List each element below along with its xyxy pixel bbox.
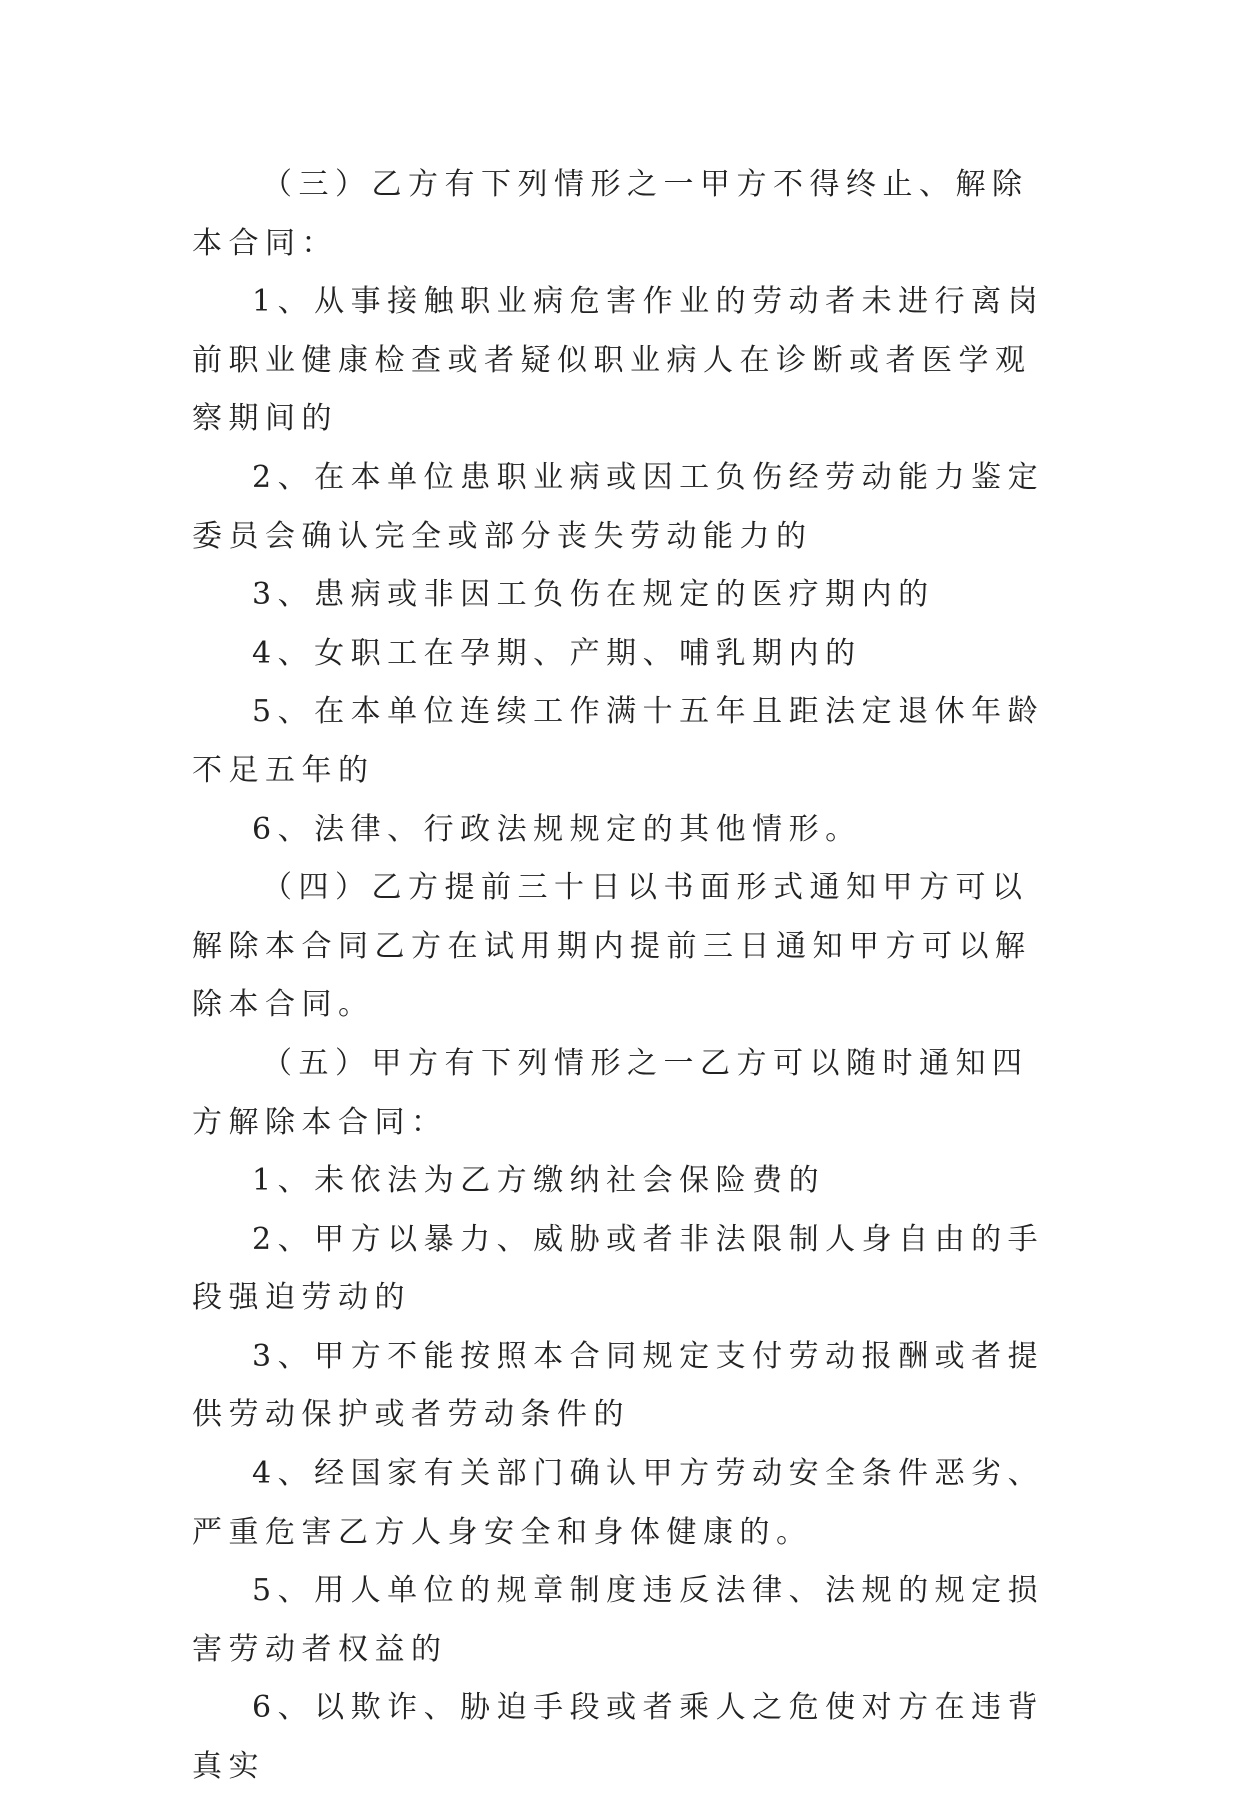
list-item: 3、甲方不能按照本合同规定支付劳动报酬或者提供劳动保护或者劳动条件的 (192, 1338, 1045, 1433)
document-body (192, 156, 1052, 1797)
list-item: 3、患病或非因工负伤在规定的医疗期内的 (252, 577, 935, 613)
list-item: 5、用人单位的规章制度违反法律、法规的规定损害劳动者权益的 (192, 1573, 1045, 1667)
list-item: 1、未依法为乙方缴纳社会保险费的 (252, 1163, 826, 1199)
section-heading-3: （三）乙方有下列情形之一甲方不得终止、解除本合同： (192, 167, 1029, 261)
list-item: 4、经国家有关部门确认甲方劳动安全条件恶劣、严重危害乙方人身安全和身体健康的。 (192, 1456, 1045, 1550)
list-item: 4、女职工在孕期、产期、哺乳期内的 (252, 635, 862, 671)
section-heading-4: （四）乙方提前三十日以书面形式通知甲方可以解除本合同乙方在试用期内提前三日通知甲方可以解除本合同。 (192, 870, 1032, 1023)
list-item: 6、以欺诈、胁迫手段或者乘人之危使对方在违背真实 (192, 1690, 1045, 1785)
list-item: 2、甲方以暴力、威胁或者非法限制人身自由的手段强迫劳动的 (192, 1221, 1045, 1316)
section-heading-5: （五）甲方有下列情形之一乙方可以随时通知四方解除本合同： (192, 1045, 1029, 1140)
list-item: 2、在本单位患职业病或因工负伤经劳动能力鉴定委员会确认完全或部分丧失劳动能力的 (192, 459, 1045, 554)
list-item: 5、在本单位连续工作满十五年且距法定退休年龄不足五年的 (192, 694, 1045, 788)
list-item: 1、从事接触职业病危害作业的劳动者未进行离岗前职业健康检查或者疑似职业病人在诊断或者医学观察期间的 (192, 284, 1045, 437)
list-item: 6、法律、行政法规规定的其他情形。 (252, 811, 862, 847)
